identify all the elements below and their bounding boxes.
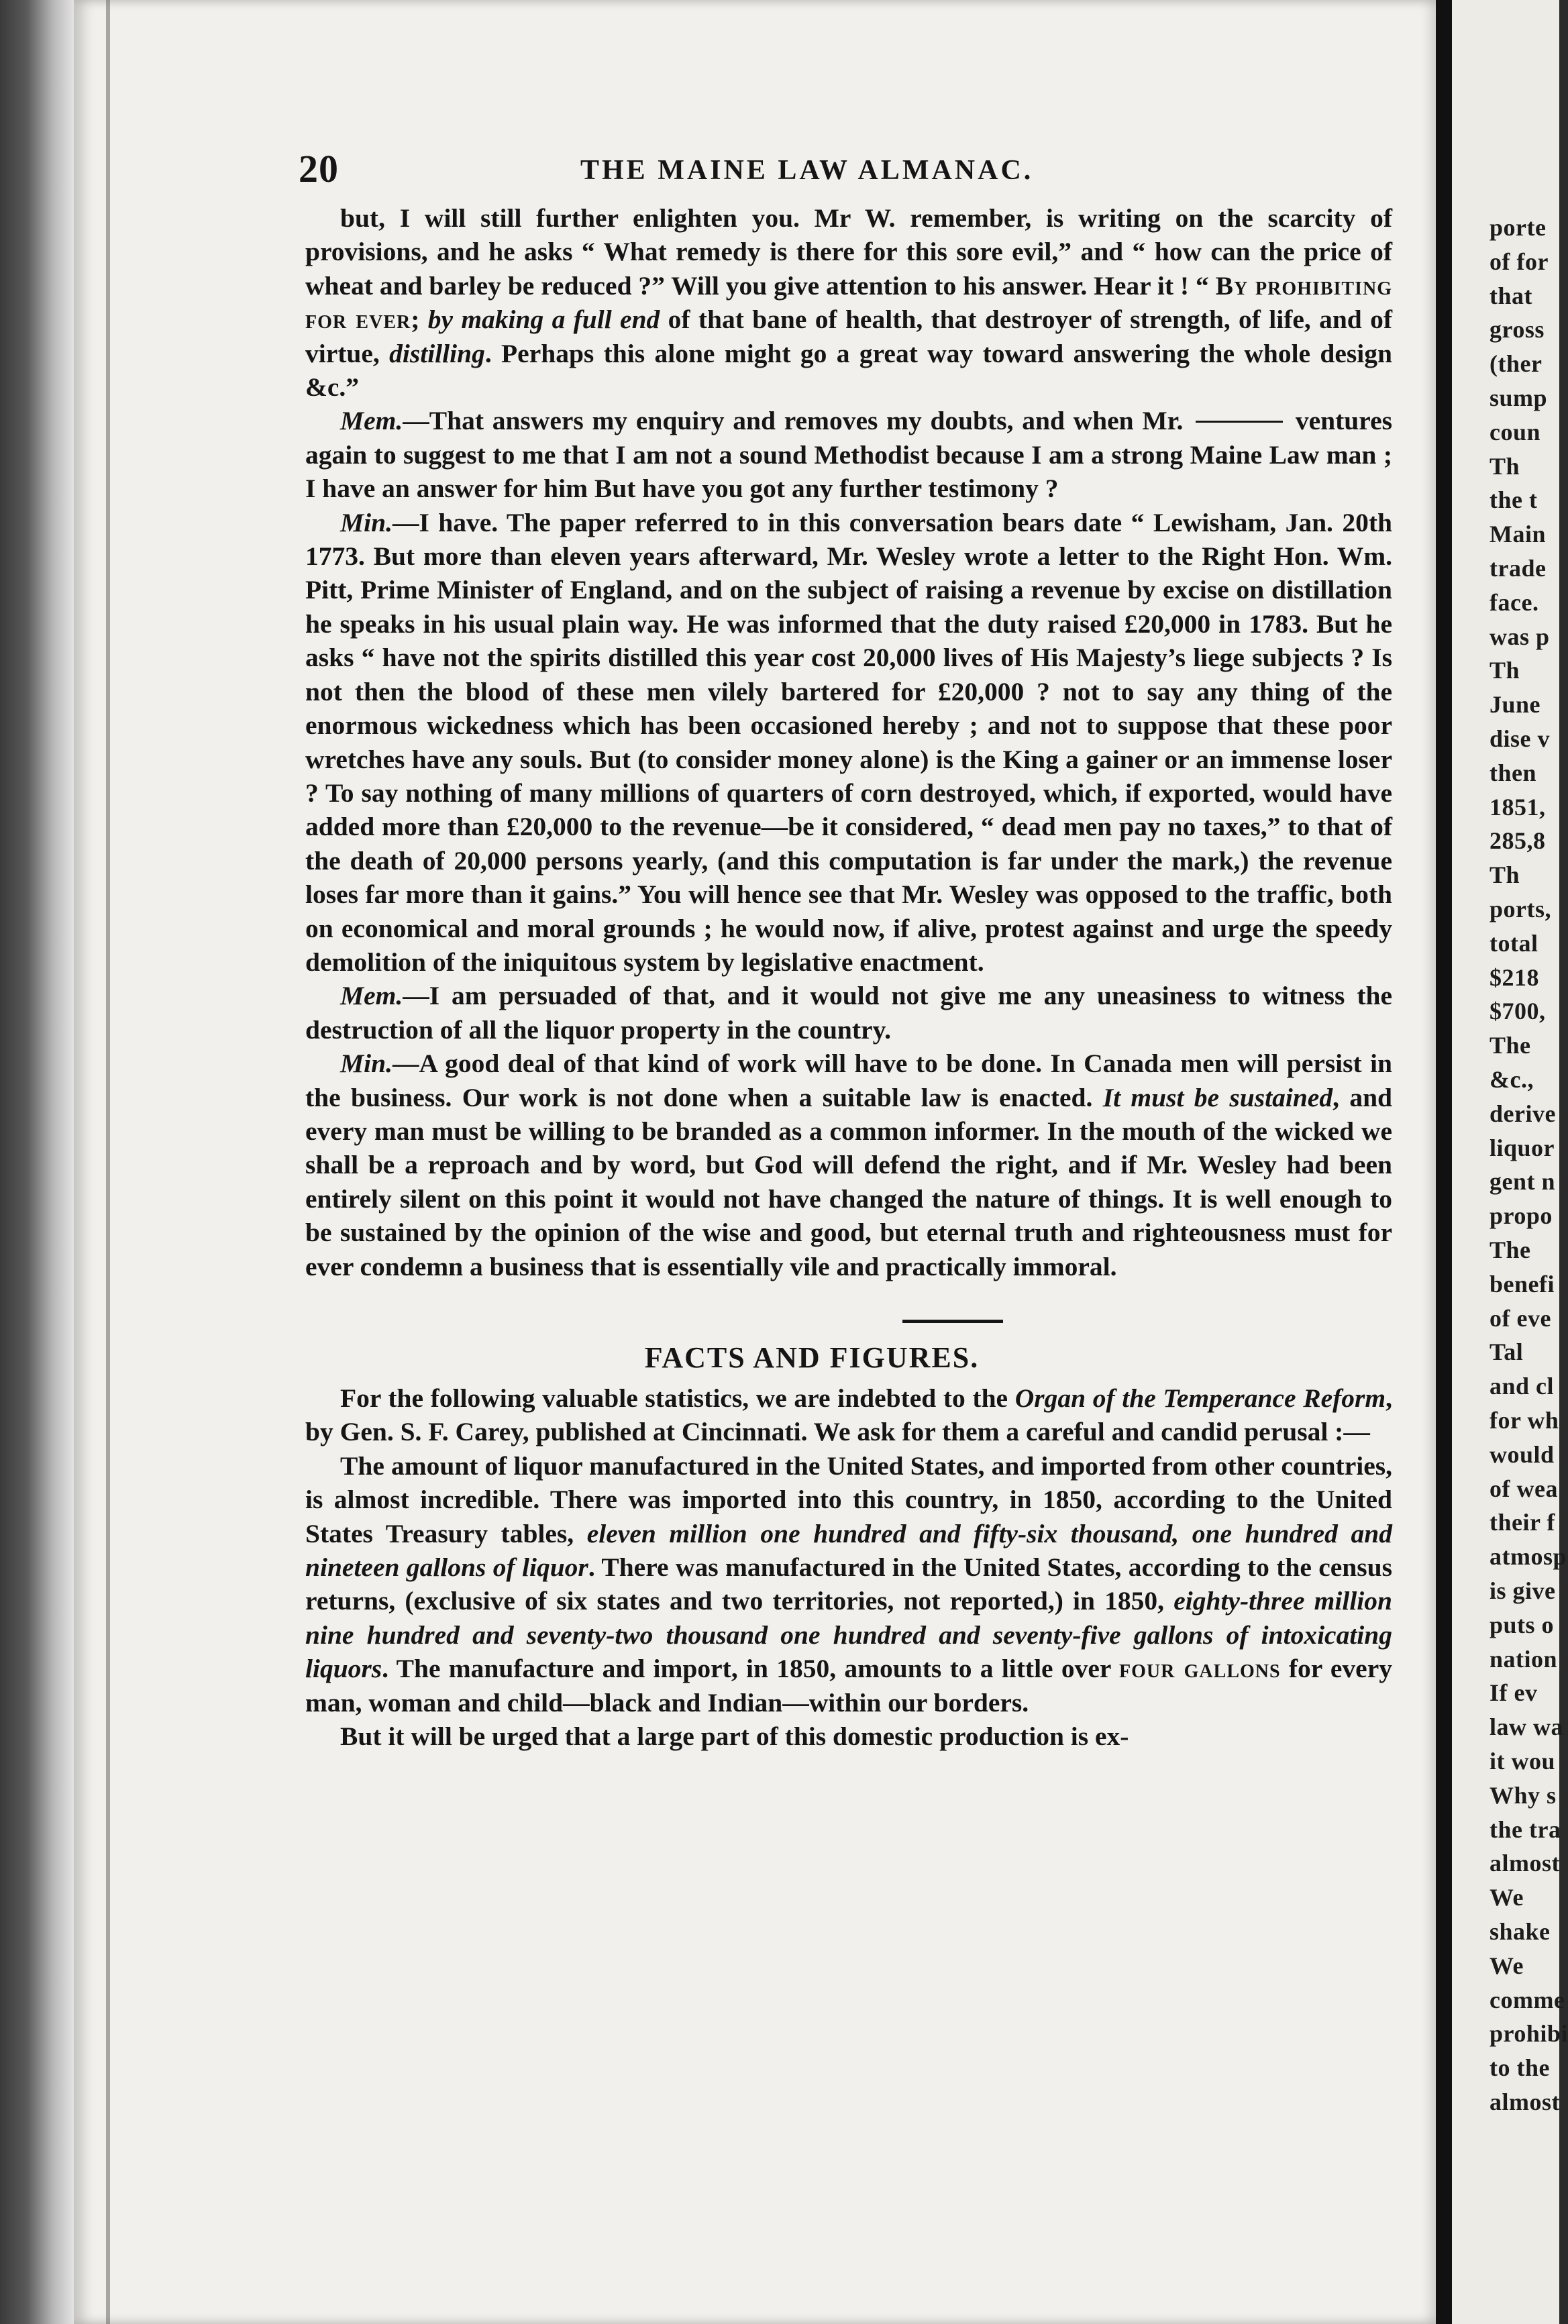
- adjacent-page-fragment: $700,: [1489, 998, 1546, 1025]
- adjacent-page-fragment: Th: [1489, 861, 1520, 889]
- text-run: . Perhaps this alone might go a great way toward answering the whole design &c.”: [305, 338, 1392, 403]
- adjacent-page-fragment: If ev: [1489, 1679, 1538, 1707]
- adjacent-page-fragment: June: [1489, 691, 1541, 719]
- adjacent-page-fragment: liquor: [1489, 1134, 1555, 1161]
- page-number: 20: [299, 147, 339, 191]
- adjacent-page-fragment: Tal: [1489, 1338, 1524, 1366]
- adjacent-page-fragment: nation: [1489, 1645, 1558, 1673]
- italic-text: distilling: [389, 338, 485, 368]
- adjacent-page-fragment: shake: [1489, 1918, 1551, 1945]
- adjacent-page-fragment: then: [1489, 759, 1537, 786]
- adjacent-page-fragment: &c.,: [1489, 1066, 1534, 1093]
- small-caps-text: By prohibiting for ever: [305, 270, 1392, 335]
- section-divider: [902, 1320, 1003, 1323]
- running-title: THE MAINE LAW ALMANAC.: [580, 155, 1034, 186]
- text-run: But it will be urged that a large part of this domestic production is ex-: [340, 1722, 1129, 1752]
- adjacent-page-fragment: of for: [1489, 248, 1549, 275]
- adjacent-page-fragment: the t: [1489, 486, 1538, 514]
- adjacent-page-fragment: Th: [1489, 452, 1520, 480]
- adjacent-page-fragment: sump: [1489, 384, 1548, 411]
- adjacent-page-fragment: that: [1489, 282, 1532, 309]
- adjacent-page-fragment: for wh: [1489, 1407, 1559, 1434]
- adjacent-page-fragment: their f: [1489, 1509, 1555, 1536]
- adjacent-page-fragment: (ther: [1489, 350, 1543, 378]
- paragraph: [305, 979, 1392, 1047]
- adjacent-page-fragment: trade: [1489, 555, 1547, 582]
- adjacent-page-fragment: We: [1489, 1884, 1524, 1911]
- paragraph: [305, 1381, 1392, 1449]
- text-run: —A good deal of that kind of work will have to be done. In Canada men will persist in the business. Our work is not done when a suitable law is enacted.: [305, 1049, 1392, 1112]
- adjacent-page-fragment: coun: [1489, 418, 1541, 445]
- adjacent-page-fragment: the tra: [1489, 1815, 1561, 1843]
- adjacent-page-fragment: Th: [1489, 657, 1520, 684]
- adjacent-page-fragment: prohibi: [1489, 2020, 1568, 2048]
- page-content: [231, 146, 1392, 1753]
- paragraph: [305, 1720, 1392, 1753]
- adjacent-page-fragment: total: [1489, 929, 1538, 957]
- speaker-label: Mem.: [340, 981, 403, 1011]
- text-run: but, I will still further enlighten you. Mr W. remember, is writing on the scarcity of provisions, and he asks “ What remedy is there for this sore evil,” and “ how can the price of wheat and barley be reduced ?” Will you give attention to his answer. Hear it ! “: [305, 203, 1392, 301]
- adjacent-page-fragment: Why s: [1489, 1781, 1557, 1809]
- adjacent-page-fragment: ports,: [1489, 896, 1551, 922]
- text-run: —I have. The paper referred to in this conversation bears date “ Lewisham, Jan. 20th 1773. But more than eleven years afterward, Mr. Wesley wrote a letter to the Right Hon. Wm. Pitt, Prime Minister of England, and on the subject of raising a revenue by excise on distillation he speaks in his usual plain way. He was informed that the duty raised £20,000 in 1783. But he asks “ have not the spirits distilled this year cost 20,000 lives of His Majesty’s liege subjects ? Is not then the blood of these men vilely bartered for £20,000 ? not to say any thing of the enormous wickedness which has been occasioned hereby ; and not to suppose that these poor wretches have any souls. But (to consider money alone) is the King a gainer or an immense loser ? To say nothing of many millions of quarters of corn destroyed, which, if exported, would have added more than £20,000 to the revenue—be it considered, “ dead men pay no taxes,” to that of the death of 20,000 persons yearly, (and this computation is far under the mark,) the revenue loses far more than it gains.” You will hence see that Mr. Wesley was opposed to the traffic, both on economical and moral grounds ; he would now, if alive, protest against and urge the speedy demolition of the iniquitous system by legislative enactment.: [305, 507, 1392, 977]
- paragraph: [305, 506, 1392, 980]
- speaker-label: Min.: [340, 1049, 393, 1079]
- adjacent-page-fragment: law wa: [1489, 1713, 1563, 1741]
- speaker-label: Mem.: [340, 406, 403, 436]
- italic-text: It must be sustained: [1102, 1082, 1333, 1112]
- adjacent-page-fragment: Main: [1489, 521, 1547, 548]
- adjacent-page-fragment: porte: [1489, 214, 1547, 241]
- name-dash: [1196, 421, 1283, 423]
- text-run: . There was manufactured in the United States, according to the census returns, (exclusive of six states and two territories, not reported,) in 1850,: [305, 1552, 1392, 1616]
- adjacent-page-fragment: 1851,: [1489, 793, 1546, 821]
- adjacent-page-fragment: dise v: [1489, 725, 1551, 752]
- text-run: ventures again to suggest to me that I am not a sound Methodist because I am a strong Maine Law man ; I have an answer for him But have you got any further testimony ?: [305, 406, 1392, 504]
- adjacent-page-fragment: almost: [1489, 2089, 1560, 2115]
- adjacent-page-fragment: to the: [1489, 2054, 1550, 2082]
- italic-text: Organ of the Temperance Reform: [1014, 1383, 1386, 1413]
- italic-text: by making a full end: [427, 305, 660, 335]
- adjacent-page-fragment: The: [1489, 1236, 1531, 1263]
- adjacent-page-fragment: atmosp: [1489, 1543, 1567, 1571]
- adjacent-page-fragment: of eve: [1489, 1304, 1551, 1332]
- adjacent-page-fragment: would: [1489, 1440, 1555, 1468]
- adjacent-page-fragment: propo: [1489, 1202, 1553, 1230]
- adjacent-page-fragment: $218: [1489, 963, 1539, 991]
- text-run: The amount of liquor manufactured in the United States, and imported from other countries, is almost incredible. There was imported into this country, in 1850, according to the United States Treasury tables,: [305, 1450, 1392, 1548]
- adjacent-page-fragment: and cl: [1489, 1373, 1555, 1400]
- italic-text: eleven million one hundred and fifty-six thousand, one hundred and nineteen gallons of liquor: [305, 1518, 1392, 1583]
- speaker-label: Min.: [340, 507, 393, 537]
- section-heading: FACTS AND FIGURES.: [644, 1341, 980, 1374]
- adjacent-page-fragment: gent n: [1489, 1168, 1556, 1196]
- adjacent-page-fragment: comme: [1489, 1986, 1565, 2013]
- adjacent-page-fragment: We: [1489, 1952, 1524, 1979]
- page-fold-shadow: [106, 0, 110, 2324]
- adjacent-page-edge: [1452, 0, 1568, 2324]
- adjacent-page-fragment: is give: [1489, 1577, 1556, 1604]
- adjacent-page-fragment: was p: [1489, 623, 1550, 650]
- adjacent-page-fragment: derive: [1489, 1100, 1556, 1127]
- small-caps-text: four gallons: [1119, 1654, 1281, 1684]
- adjacent-page-fragment: it wou: [1489, 1748, 1556, 1775]
- text-run: —I am persuaded of that, and it would not give me any uneasiness to witness the destruction of all the liquor property in the country.: [305, 981, 1392, 1045]
- dialogue-text: [305, 201, 1392, 1283]
- paragraph: [305, 404, 1392, 505]
- adjacent-page-fragment: 285,8: [1489, 827, 1546, 855]
- italic-text: eighty-three million nine hundred and seventy-two thousand one hundred and seventy-five gallons of intoxicating liquors: [305, 1586, 1392, 1684]
- facts-and-figures-text: [305, 1381, 1392, 1753]
- paragraph: [305, 201, 1392, 404]
- scan-border-left: [0, 0, 74, 2324]
- adjacent-page-fragment: benefi: [1489, 1270, 1555, 1298]
- adjacent-page-fragment: almost: [1489, 1850, 1560, 1877]
- paragraph: [305, 1047, 1392, 1283]
- adjacent-page-fragment: puts o: [1489, 1611, 1555, 1638]
- adjacent-page-fragment: of wea: [1489, 1475, 1558, 1502]
- text-run: For the following valuable statistics, we are indebted to the: [340, 1383, 1015, 1413]
- paragraph: [305, 1449, 1392, 1720]
- adjacent-page-fragment: face.: [1489, 588, 1539, 616]
- adjacent-page-fragment: The: [1489, 1032, 1531, 1059]
- text-run: for every man, woman and child—black and Indian—within our borders.: [305, 1654, 1392, 1718]
- text-run: ;: [411, 305, 428, 335]
- text-run: , and every man must be willing to be branded as a common informer. In the mouth of the wicked we shall be a reproach and by word, but God will defend the right, and if Mr. Wesley had been entirely silent on this point it would not have changed the nature of things. It is well enough to be sustained by the opinion of the wise and good, but eternal truth and righteousness must for ever condemn a business that is essentially vile and practically immoral.: [305, 1082, 1393, 1281]
- page-header: [231, 146, 1392, 201]
- text-run: . The manufacture and import, in 1850, amounts to a little over: [382, 1654, 1120, 1684]
- text-run: —That answers my enquiry and removes my doubts, and when Mr.: [403, 406, 1192, 436]
- text-run: of that bane of health, that destroyer of strength, of life, and of virtue,: [305, 305, 1392, 368]
- adjacent-page-fragment: gross: [1489, 316, 1545, 344]
- book-gutter: [1436, 0, 1452, 2324]
- text-run: , by Gen. S. F. Carey, published at Cincinnati. We ask for them a careful and candid perusal :—: [305, 1383, 1392, 1447]
